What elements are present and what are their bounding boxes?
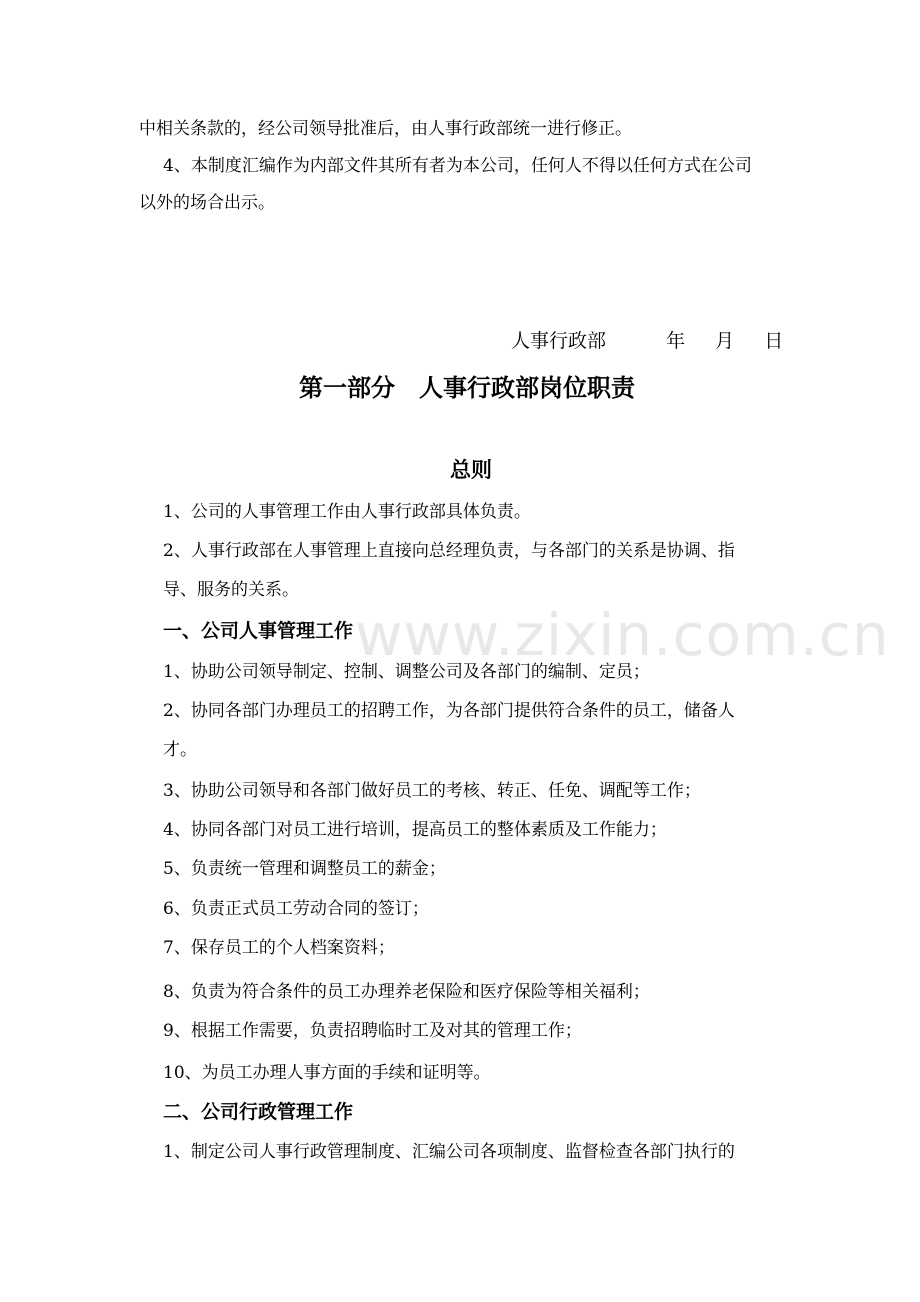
general-item-1: 1、公司的人事管理工作由人事行政部具体负责。 bbox=[163, 502, 531, 522]
signature-day: 日 bbox=[764, 330, 784, 352]
watermark-text: www.zixin.com.cn bbox=[355, 601, 890, 669]
section1-item-4: 4、协同各部门对员工进行培训，提高员工的整体素质及工作能力； bbox=[163, 820, 667, 840]
section1-title: 一、公司人事管理工作 bbox=[163, 620, 354, 642]
section1-item-3: 3、协助公司领导和各部门做好员工的考核、转正、任免、调配等工作； bbox=[163, 781, 701, 801]
section1-item-2-cont: 才。 bbox=[163, 740, 197, 760]
section1-item-5: 5、负责统一管理和调整员工的薪金； bbox=[163, 859, 446, 879]
intro-line-3: 以外的场合出示。 bbox=[139, 193, 275, 213]
section1-item-2: 2、协同各部门办理员工的招聘工作，为各部门提供符合条件的员工，储备人 bbox=[163, 701, 735, 721]
section1-item-8: 8、负责为符合条件的员工办理养老保险和医疗保险等相关福利； bbox=[163, 982, 650, 1002]
signature-month: 月 bbox=[715, 330, 735, 352]
section1-item-7: 7、保存员工的个人档案资料； bbox=[163, 938, 395, 958]
general-title: 总则 bbox=[450, 458, 492, 482]
signature-line bbox=[511, 329, 783, 353]
general-item-2: 2、人事行政部在人事管理上直接向总经理负责，与各部门的关系是协调、指 bbox=[163, 541, 735, 561]
intro-line-2: 4、本制度汇编作为内部文件其所有者为本公司，任何人不得以任何方式在公司 bbox=[163, 156, 752, 176]
section1-item-9: 9、根据工作需要，负责招聘临时工及对其的管理工作； bbox=[163, 1021, 582, 1041]
section2-item-1: 1、制定公司人事行政管理制度、汇编公司各项制度、监督检查各部门执行的 bbox=[163, 1142, 735, 1162]
section1-item-10: 10、为员工办理人事方面的手续和证明等。 bbox=[163, 1063, 491, 1083]
general-item-3: 导、服务的关系。 bbox=[163, 580, 299, 600]
signature-year: 年 bbox=[666, 330, 686, 352]
signature-dept: 人事行政部 bbox=[511, 330, 607, 352]
section2-title: 二、公司行政管理工作 bbox=[163, 1101, 354, 1123]
section1-item-6: 6、负责正式员工劳动合同的签订； bbox=[163, 899, 429, 919]
intro-line-1: 中相关条款的，经公司领导批准后，由人事行政部统一进行修正。 bbox=[139, 119, 632, 139]
section1-item-1: 1、协助公司领导制定、控制、调整公司及各部门的编制、定员； bbox=[163, 662, 650, 682]
part-title: 第一部分 人事行政部岗位职责 bbox=[299, 374, 635, 402]
